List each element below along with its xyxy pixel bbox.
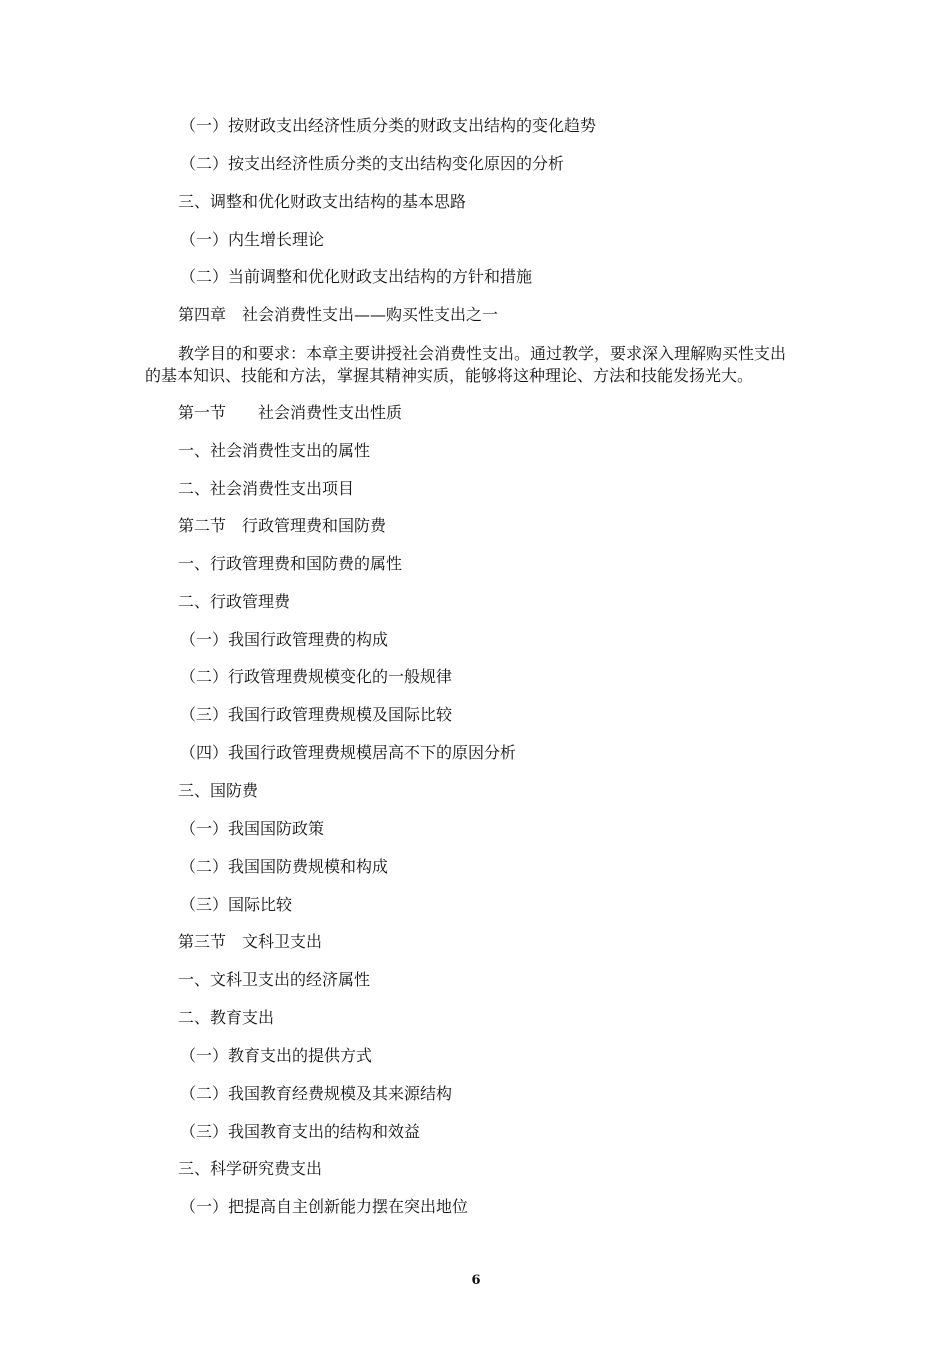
outline-item: 一、社会消费性支出的属性	[178, 441, 371, 460]
outline-item: （四）我国行政管理费规模居高不下的原因分析	[180, 743, 517, 762]
section-heading: 第一节 社会消费性支出性质	[178, 403, 403, 422]
outline-item: 二、行政管理费	[178, 592, 291, 611]
outline-item: 二、教育支出	[178, 1008, 275, 1027]
outline-item: 一、文科卫支出的经济属性	[178, 970, 371, 989]
outline-item: （一）教育支出的提供方式	[180, 1046, 373, 1065]
paragraph-line: 教学目的和要求：本章主要讲授社会消费性支出。通过教学，要求深入理解购买性支出	[178, 344, 787, 363]
outline-item: （一）我国行政管理费的构成	[180, 630, 389, 649]
outline-item: （二）按支出经济性质分类的支出结构变化原因的分析	[180, 154, 565, 173]
outline-item: （二）当前调整和优化财政支出结构的方针和措施	[180, 267, 533, 286]
page-number: 6	[471, 1273, 481, 1288]
outline-item: （二）我国教育经费规模及其来源结构	[180, 1084, 453, 1103]
section-heading: 第二节 行政管理费和国防费	[178, 516, 387, 535]
outline-item: 二、社会消费性支出项目	[178, 479, 355, 498]
outline-item: （一）内生增长理论	[180, 230, 325, 249]
outline-item: （二）行政管理费规模变化的一般规律	[180, 667, 453, 686]
outline-item: （三）我国行政管理费规模及国际比较	[180, 705, 453, 724]
outline-item: （二）我国国防费规模和构成	[180, 857, 389, 876]
outline-item: （一）把提高自主创新能力摆在突出地位	[180, 1197, 469, 1216]
outline-item: 三、调整和优化财政支出结构的基本思路	[178, 192, 467, 211]
outline-item: （一）按财政支出经济性质分类的财政支出结构的变化趋势	[180, 116, 597, 135]
outline-item: 一、行政管理费和国防费的属性	[178, 554, 403, 573]
section-heading: 第三节 文科卫支出	[178, 932, 323, 951]
outline-item: （一）我国国防政策	[180, 819, 325, 838]
outline-item: 三、科学研究费支出	[178, 1159, 323, 1178]
teaching-goals-paragraph	[145, 343, 815, 387]
outline-item: 三、国防费	[178, 781, 259, 800]
outline-item: （三）国际比较	[180, 895, 293, 914]
outline-item: （三）我国教育支出的结构和效益	[180, 1122, 421, 1141]
paragraph-line: 的基本知识、技能和方法，掌握其精神实质，能够将这种理论、方法和技能发扬光大。	[145, 366, 754, 385]
chapter-heading: 第四章 社会消费性支出——购买性支出之一	[178, 305, 499, 324]
